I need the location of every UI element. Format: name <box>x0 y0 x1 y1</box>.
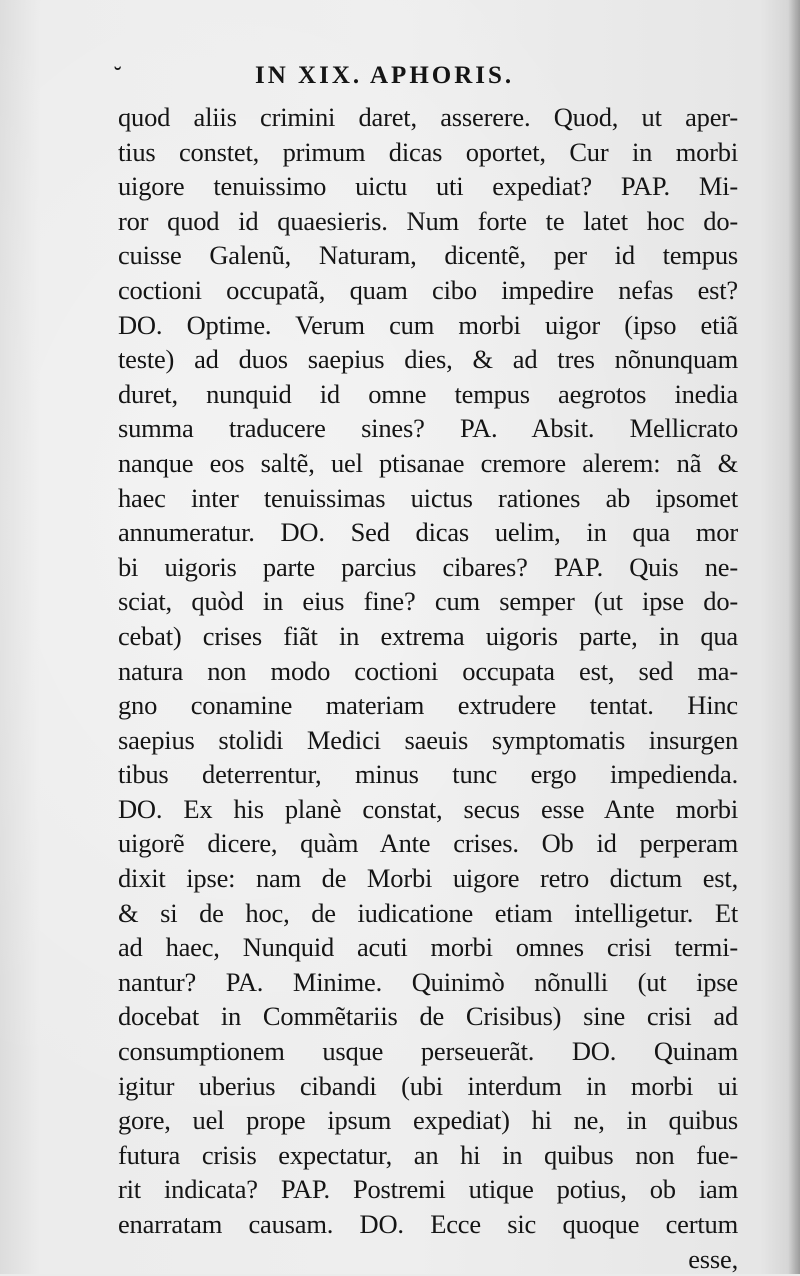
text-line: tibus deterrentur, minus tunc ergo impedienda. <box>118 759 738 790</box>
text-line: & si de hoc, de iudicatione etiam intelligetur. Et <box>118 897 738 928</box>
text-line: duret, nunquid id omne tempus aegrotos inedia <box>118 378 738 409</box>
text-line: uigore tenuissimo uictu uti expediat? PAP. Mi- <box>118 171 738 202</box>
text-line: nanque eos saltẽ, uel ptisanae cremore alerem: nã & <box>118 447 738 478</box>
text-line: summa traducere sines? PA. Absit. Mellicrato <box>118 413 738 444</box>
text-line: DO. Ex his planè constat, secus esse Ante morbi <box>118 793 738 824</box>
text-line: rit indicata? PAP. Postremi utique potius, ob iam <box>118 1174 738 1205</box>
text-line: nantur? PA. Minime. Quinimò nõnulli (ut ipse <box>118 966 738 997</box>
page-text <box>118 100 738 1276</box>
page-edge-shadow <box>788 0 800 1274</box>
text-line: DO. Optime. Verum cum morbi uigor (ipso etiã <box>118 309 738 340</box>
text-line: esse, <box>688 1243 738 1274</box>
text-line: natura non modo coctioni occupata est, sed ma- <box>118 655 738 686</box>
text-line: gore, uel prope ipsum expediat) hi ne, in quibus <box>118 1105 738 1136</box>
text-line: saepius stolidi Medici saeuis symptomatis insurgen <box>118 724 738 755</box>
text-line: cebat) crises fiãt in extrema uigoris parte, in qua <box>118 620 738 651</box>
header-title: IN XIX. APHORIS. <box>255 62 515 89</box>
text-line: futura crisis expectatur, an hi in quibus non fue- <box>118 1139 738 1170</box>
text-line: ad haec, Nunquid acuti morbi omnes crisi termi- <box>118 932 738 963</box>
text-line: sciat, quòd in eius fine? cum semper (ut ipse do- <box>118 586 738 617</box>
text-line: haec inter tenuissimas uictus rationes ab ipsomet <box>118 482 738 513</box>
text-line: gno conamine materiam extrudere tentat. Hinc <box>118 690 738 721</box>
text-line: ror quod id quaesieris. Num forte te latet hoc do- <box>118 205 738 236</box>
text-line: igitur uberius cibandi (ubi interdum in morbi ui <box>118 1070 738 1101</box>
text-line: teste) ad duos saepius dies, & ad tres nõnunquam <box>118 344 738 375</box>
text-line: docebat in Commẽtariis de Crisibus) sine crisi ad <box>118 1001 738 1032</box>
text-line: uigorẽ dicere, quàm Ante crises. Ob id perperam <box>118 828 738 859</box>
text-line: enarratam causam. DO. Ecce sic quoque certum <box>118 1209 738 1239</box>
text-line: consumptionem usque perseuerãt. DO. Quinam <box>118 1036 738 1067</box>
text-line: dixit ipse: nam de Morbi uigore retro dictum est, <box>118 863 738 894</box>
text-line: tius constet, primum dicas oportet, Cur in morbi <box>118 136 738 167</box>
text-line: cuisse Galenũ, Naturam, dicentẽ, per id tempus <box>118 240 738 271</box>
text-line: annumeratur. DO. Sed dicas uelim, in qua mor <box>118 517 738 548</box>
text-line: coctioni occupatã, quam cibo impedire nefas est? <box>118 274 738 305</box>
header-mark: ˘ <box>114 62 125 87</box>
text-line: quod aliis crimini daret, asserere. Quod, ut aper- <box>118 102 738 132</box>
text-line: bi uigoris parte parcius cibares? PAP. Quis ne- <box>118 551 738 582</box>
